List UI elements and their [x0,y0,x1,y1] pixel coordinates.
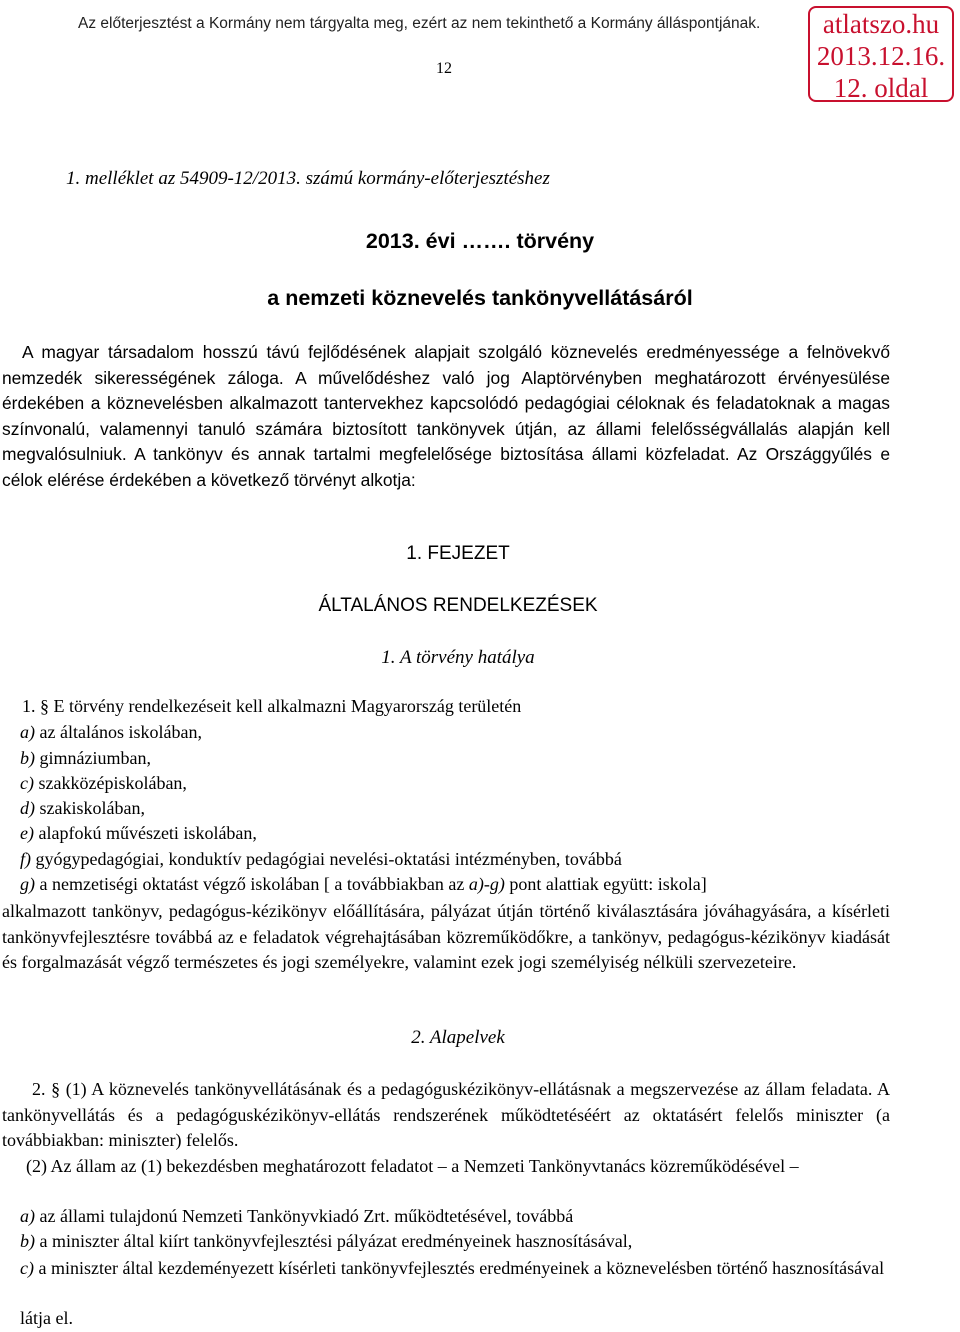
list-item-mark: a) [20,722,35,742]
list-item-mark: d) [20,798,35,818]
section-2-paragraph-2: (2) Az állam az (1) bekezdésben meghatározott feladatot – a Nemzeti Tankönyvtanács közreműködésével – [26,1156,799,1176]
list-item-text: gyógypedagógiai, konduktív pedagógiai nevelési-oktatási intézményben, továbbá [31,849,622,869]
section-2-paragraph-1: 2. § (1) A köznevelés tankönyvellátásának és a pedagóguskézikönyv-ellátásnak a megszervezése az állam feladata. A tankönyvellátás és a pedagóguskézikönyv-ellátás rendszerének működtetéséért az oktatásért felelős miniszter (a továbbiakban: miniszter) felelős. [2,1079,890,1151]
list-item-mark: f) [20,849,31,869]
section-1-intro: 1. § E törvény rendelkezéseit kell alkalmazni Magyarország területén [22,696,522,716]
list-item [20,874,707,895]
page-number: 12 [436,60,452,77]
list-item [20,798,145,819]
preamble-paragraph: A magyar társadalom hosszú távú fejlődésének alapjait szolgáló köznevelés eredményessége a felnövekvő nemzedék sikerességének záloga. A művelődéshez való jog Alaptörvényben meghatározott érvényesülése érdekében a köznevelésben alkalmazott tantervekhez kapcsolódó pedagógiai céloknak és feladatoknak a magas színvonalú, valamennyi tanuló számára biztosított tankönyvek útján, az állami felelősségvállalás alapján kell megvalósulniuk. A tankönyv és annak tartalmi megfelelősége biztosítása állami közfeladat. Az Országgyűlés e célok elérése érdekében a következő törvényt alkotja: [2,342,890,490]
list-item-text-end: pont alattiak együtt: iskola] [504,874,707,894]
header-notice: Az előterjesztést a Kormány nem tárgyalta meg, ezért az nem tekinthető a Kormány álláspontjának. [78,15,761,32]
list-item-mark: g) [20,874,35,894]
list-item-ref: a)-g) [468,874,505,894]
list-item [20,748,151,769]
list-item [20,823,257,844]
list-item [20,1206,573,1227]
list-item-mark: e) [20,823,34,843]
law-title-subject: a nemzeti köznevelés tankönyvellátásáról [267,286,693,310]
list-item-text: a miniszter által kiírt tankönyvfejlesztési pályázat eredményeinek hasznosításával, [35,1231,633,1251]
list-item-text: az általános iskolában, [35,722,202,742]
source-stamp [808,6,954,102]
section-2-end: látja el. [20,1308,73,1328]
list-item-text: a nemzetiségi oktatást végző iskolában [ a továbbiakban az [35,874,469,894]
chapter-number: 1. FEJEZET [406,543,510,564]
chapter-title: ÁLTALÁNOS RENDELKEZÉSEK [318,595,598,616]
stamp-page: 12. oldal [833,73,929,103]
stamp-date: 2013.12.16. [816,41,946,71]
list-item-text: az állami tulajdonú Nemzeti Tankönyvkiadó Zrt. működtetésével, továbbá [35,1206,574,1226]
list-item-mark: b) [20,1231,35,1251]
stamp-site: atlatszo.hu [822,9,940,39]
section-1-closing: alkalmazott tankönyv, pedagógus-kézikönyv előállítására, pályázat útján történő kiválasztására jóváhagyására, a kísérleti tankönyvfejlesztésre továbbá az e feladatok végrehajtásában közreműködőkre, a tankönyv, pedagógus-kézikönyv kiadását és forgalmazását végző természetes és jogi személyekre, valamint ezek jogi személyiség nélküli szervezeteire. [2,901,890,973]
list-item-text: szakiskolában, [35,798,145,818]
section-2-title: 2. Alapelvek [411,1027,505,1048]
list-item-text: alapfokú művészeti iskolában, [33,823,257,843]
list-item-mark: a) [20,1206,35,1226]
list-item [2,1256,890,1282]
list-item-mark: b) [20,748,35,768]
list-item-mark: c) [20,773,34,793]
section-1-title: 1. A törvény hatálya [381,647,535,668]
list-item [20,722,202,743]
list-item-text: a miniszter által kezdeményezett kísérleti tankönyvfejlesztés eredményeinek a köznevelésben történő hasznosításával [33,1258,885,1278]
list-item [20,1231,632,1252]
list-item-text: szakközépiskolában, [33,773,187,793]
law-title-number: 2013. évi ……. törvény [365,229,595,253]
list-item-text: gimnáziumban, [35,748,151,768]
list-item [20,773,187,794]
list-item [20,849,622,870]
annex-reference: 1. melléklet az 54909-12/2013. számú kormány-előterjesztéshez [66,168,550,189]
list-item-mark: c) [20,1258,34,1278]
